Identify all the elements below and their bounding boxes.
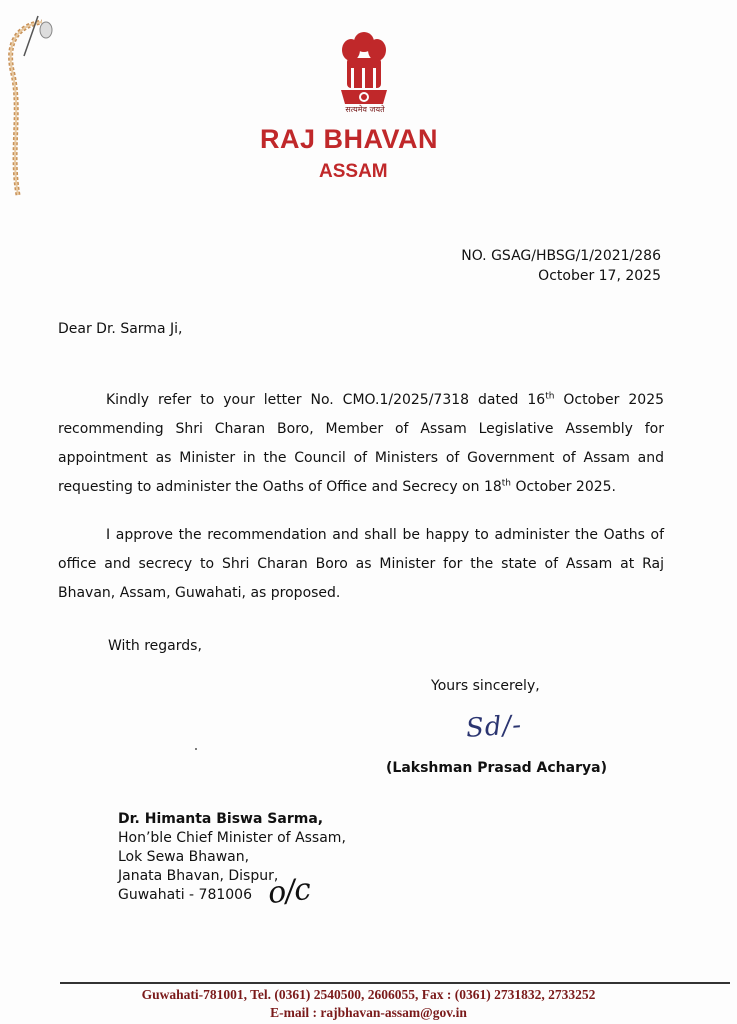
letterhead-subtitle: ASSAM xyxy=(319,161,388,182)
recipient-address xyxy=(118,810,346,905)
thread-tag-image xyxy=(0,0,60,230)
footer-email-line: E-mail : rajbhavan-assam@gov.in xyxy=(270,1005,467,1020)
handwritten-oc-annotation: o/c xyxy=(266,871,312,912)
signer-name: (Lakshman Prasad Acharya) xyxy=(386,760,607,776)
reference-block xyxy=(461,246,661,286)
salutation: Dear Dr. Sarma Ji, xyxy=(58,321,183,337)
speck xyxy=(195,748,197,750)
footer-divider xyxy=(60,982,730,984)
p2-text: I approve the recommendation and shall be happy to administer the Oaths of office and secrecy to Shri Charan Boro as Minister for the state of Assam at Raj Bhavan, Assam, Guwahati, as proposed. xyxy=(58,527,664,601)
signature-mark: Sd/- xyxy=(465,710,523,744)
p1-text-a: Kindly refer to your letter No. CMO.1/2025/7318 dated 16 xyxy=(106,392,546,408)
p1-sup-1: th xyxy=(545,391,555,402)
recipient-line: Hon’ble Chief Minister of Assam, xyxy=(118,830,346,846)
letter-date: October 17, 2025 xyxy=(538,268,661,284)
body-paragraph-1 xyxy=(58,386,664,502)
recipient-line: Lok Sewa Bhawan, xyxy=(118,849,250,865)
closing: Yours sincerely, xyxy=(431,678,540,694)
regards: With regards, xyxy=(108,638,202,654)
p1-text-b: October 2025 recommending Shri Charan Boro, Member of Assam Legislative Assembly for appointment as Minister in the Council of Ministers of Government of Assam and requesting to administer the Oaths of Office and Secrecy on 18 xyxy=(58,392,665,495)
reference-number: NO. GSAG/HBSG/1/2021/286 xyxy=(461,248,661,264)
recipient-line: Guwahati - 781006 xyxy=(118,887,252,903)
p1-sup-2: th xyxy=(501,478,511,489)
body-paragraph-2 xyxy=(58,521,664,608)
footer-contact-line: Guwahati-781001, Tel. (0361) 2540500, 2606055, Fax : (0361) 2731832, 2733252 xyxy=(141,987,596,1002)
letterhead-footer xyxy=(0,986,737,1022)
recipient-name: Dr. Himanta Biswa Sarma, xyxy=(118,811,324,827)
letterhead-title: RAJ BHAVAN xyxy=(260,124,439,154)
emblem-motto: सत्यमेव जयते xyxy=(345,105,385,114)
p1-text-c: October 2025. xyxy=(511,479,617,495)
recipient-line: Janata Bhavan, Dispur, xyxy=(118,868,279,884)
